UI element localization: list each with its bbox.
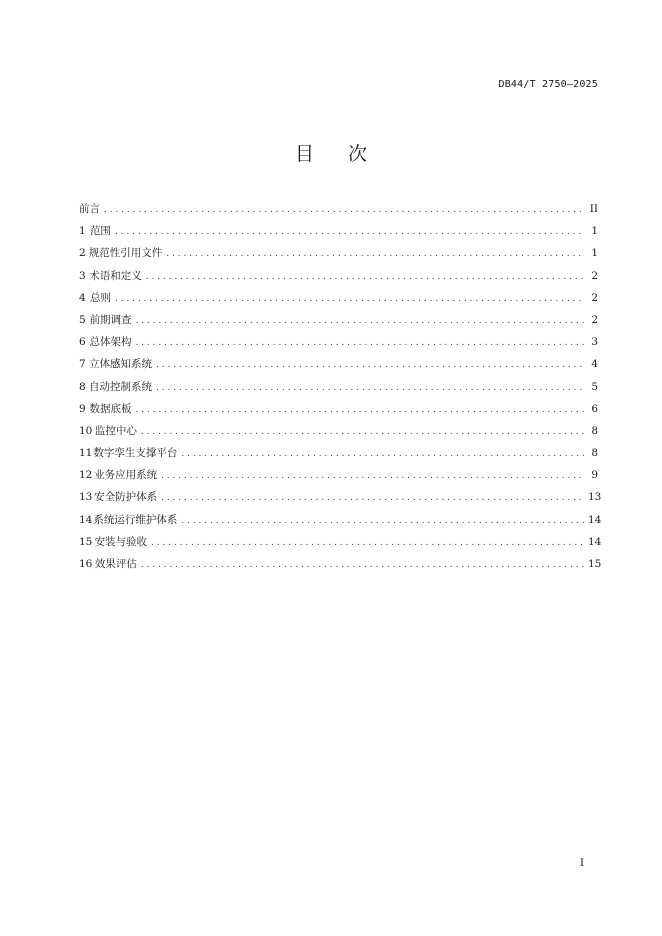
dot-leader [141, 556, 584, 574]
toc-entry[interactable] [79, 555, 602, 577]
toc-entry-number: 7 [79, 358, 86, 371]
toc-entry-page: 2 [591, 313, 598, 326]
toc-entry[interactable] [79, 200, 598, 222]
toc-entry[interactable] [79, 378, 598, 400]
toc-entry[interactable] [79, 466, 598, 488]
toc-entry-number: 2 [79, 247, 86, 260]
dot-leader [141, 423, 584, 441]
toc-entry-number: 8 [79, 380, 86, 393]
toc-entry-page: 9 [591, 469, 598, 482]
toc-entry-page: 1 [591, 225, 598, 238]
toc-entry-number: 13 [79, 491, 93, 504]
dot-leader [161, 467, 584, 485]
toc-entry-label: 总则 [89, 291, 111, 304]
toc-entry-label: 系统运行维护体系 [93, 513, 178, 526]
toc-entry-label: 术语和定义 [89, 269, 142, 282]
toc-entry-number: 10 [79, 424, 93, 437]
dot-leader [181, 512, 584, 530]
toc-entry-page: 5 [591, 380, 598, 393]
toc-entry-page: 8 [591, 447, 598, 460]
toc-entry-label: 总体架构 [89, 336, 132, 349]
toc-entry-label: 效果评估 [94, 558, 137, 570]
toc-entry-label: 前言 [79, 203, 100, 215]
toc-entry-label: 范围 [89, 225, 111, 238]
toc-entry[interactable] [79, 267, 598, 289]
toc-entry[interactable] [79, 333, 598, 355]
toc-entry-number: 14 [79, 513, 93, 526]
toc-entry-number: 12 [79, 469, 93, 482]
toc-entry-label: 自动控制系统 [88, 380, 152, 393]
toc-entry-label: 立体感知系统 [88, 358, 152, 371]
toc-entry-page: 14 [588, 535, 602, 548]
toc-entry-label: 数据底板 [89, 402, 132, 415]
toc-entry-number: 9 [79, 402, 86, 415]
dot-leader [161, 489, 584, 507]
page-number: I [580, 858, 584, 869]
dot-leader [135, 401, 584, 419]
toc-entry-page: 4 [591, 358, 598, 371]
dot-leader [104, 201, 584, 219]
toc-entry-page: 2 [591, 269, 598, 282]
toc-title: 目次 [294, 143, 401, 165]
toc-entry-page: 15 [588, 558, 602, 570]
toc-entry[interactable] [79, 244, 598, 266]
toc-entry-label: 规范性引用文件 [88, 247, 163, 260]
dot-leader [115, 223, 584, 241]
toc-entry-label: 安装与验收 [94, 535, 147, 548]
toc-entry[interactable] [79, 222, 598, 244]
toc-entry-number: 3 [79, 269, 86, 282]
toc-entry[interactable] [79, 355, 598, 377]
toc-entry[interactable] [79, 400, 598, 422]
toc-entry[interactable] [79, 422, 598, 444]
document-code: DB44/T 2750—2025 [498, 79, 598, 90]
dot-leader [146, 268, 584, 286]
dot-leader [135, 312, 584, 330]
toc-entry-page: II [589, 203, 598, 215]
toc-entry[interactable] [79, 444, 598, 466]
dot-leader [151, 534, 584, 552]
toc-entry-page: 14 [588, 513, 602, 526]
toc-entry-label: 监控中心 [94, 424, 137, 437]
dot-leader [115, 290, 584, 308]
toc-entry-label: 数字孪生支撑平台 [93, 447, 178, 460]
toc-entry-label: 业务应用系统 [94, 469, 158, 482]
dot-leader [156, 379, 584, 397]
toc-entry-number: 6 [79, 336, 86, 349]
toc-entry[interactable] [79, 533, 602, 555]
dot-leader [166, 245, 584, 263]
toc-entry[interactable] [79, 488, 602, 510]
toc-entry-label: 前期调查 [89, 313, 132, 326]
toc-entry[interactable] [79, 289, 598, 311]
toc-entry[interactable] [79, 311, 598, 333]
toc-entry-label: 安全防护体系 [94, 491, 158, 504]
dot-leader [181, 445, 584, 463]
toc-entry[interactable] [79, 511, 602, 533]
toc-entry-page: 8 [591, 424, 598, 437]
toc-entry-page: 2 [591, 291, 598, 304]
toc-entry-number: 15 [79, 535, 93, 548]
toc-entry-number: 5 [79, 313, 86, 326]
toc-entry-page: 1 [591, 247, 598, 260]
toc-entry-number: 16 [79, 558, 93, 570]
dot-leader [135, 334, 584, 352]
dot-leader [156, 356, 584, 374]
toc-entry-number: 11 [79, 447, 93, 460]
toc-entry-page: 6 [591, 402, 598, 415]
toc-entry-number: 4 [79, 291, 86, 304]
toc-entry-page: 3 [591, 336, 598, 349]
table-of-contents [79, 200, 602, 577]
toc-entry-page: 13 [588, 491, 602, 504]
toc-entry-number: 1 [79, 225, 86, 238]
